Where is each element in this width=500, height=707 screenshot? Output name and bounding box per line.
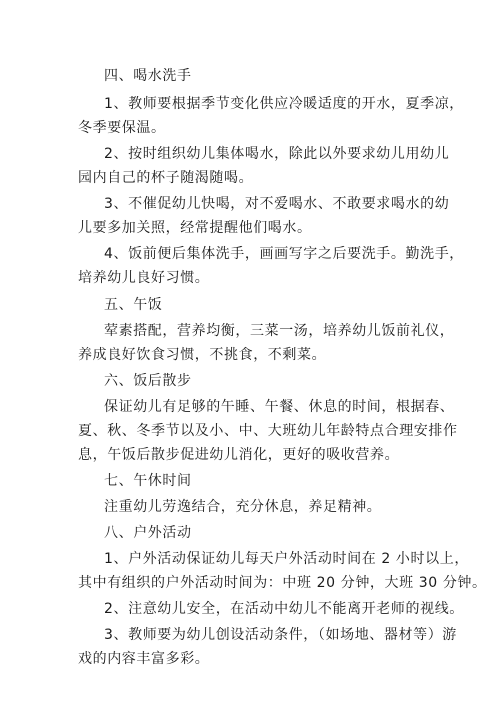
section-heading-outdoor-activity: 八、户外活动 xyxy=(104,525,192,541)
paragraph-line: 养成良好饮食习惯，不挑食，不剩菜。 xyxy=(78,347,327,363)
section-heading-lunch: 五、午饭 xyxy=(104,297,163,313)
paragraph-line: 2、按时组织幼儿集体喝水，除此以外要求幼儿用幼儿 xyxy=(104,146,450,162)
paragraph-line: 其中有组织的户外活动时间为：中班 20 分钟，大班 30 分钟。 xyxy=(78,575,487,591)
paragraph-line: 园内自己的杯子随渴随喝。 xyxy=(78,170,254,186)
paragraph-line: 儿要多加关照，经常提醒他们喝水。 xyxy=(78,220,312,236)
paragraph-line: 1、户外活动保证幼儿每天户外活动时间在 2 小时以上， xyxy=(104,551,469,567)
paragraph-line: 3、教师要为幼儿创设活动条件，（如场地、器材等）游 xyxy=(104,627,457,643)
paragraph-line: 3、不催促幼儿快喝，对不爱喝水、不敢要求喝水的幼 xyxy=(104,196,450,212)
paragraph-line: 夏、秋、冬季节以及小、中、大班幼儿年龄特点合理安排作 xyxy=(78,423,458,439)
paragraph-line: 保证幼儿有足够的午睡、午餐、休息的时间，根据春、 xyxy=(104,399,455,415)
paragraph-line: 注重幼儿劳逸结合，充分休息，养足精神。 xyxy=(104,499,382,515)
paragraph-line: 1、教师要根据季节变化供应冷暖适度的开水，夏季凉， xyxy=(104,96,464,112)
paragraph-line: 息，午饭后散步促进幼儿消化，更好的吸收营养。 xyxy=(78,447,400,463)
section-heading-nap-time: 七、午休时间 xyxy=(104,473,192,489)
paragraph-line: 戏的内容丰富多彩。 xyxy=(78,651,210,667)
paragraph-line: 荤素搭配，营养均衡，三菜一汤，培养幼儿饭前礼仪， xyxy=(104,323,455,339)
paragraph-line: 培养幼儿良好习惯。 xyxy=(78,270,210,286)
paragraph-line: 冬季要保温。 xyxy=(78,120,166,136)
paragraph-line: 2、注意幼儿安全，在活动中幼儿不能离开老师的视线。 xyxy=(104,601,464,617)
section-heading-drinking-handwashing: 四、喝水洗手 xyxy=(104,68,192,84)
paragraph-line: 4、饭前便后集体洗手，画画写字之后要洗手。勤洗手， xyxy=(104,246,464,262)
section-heading-after-meal-walk: 六、饭后散步 xyxy=(104,373,192,389)
